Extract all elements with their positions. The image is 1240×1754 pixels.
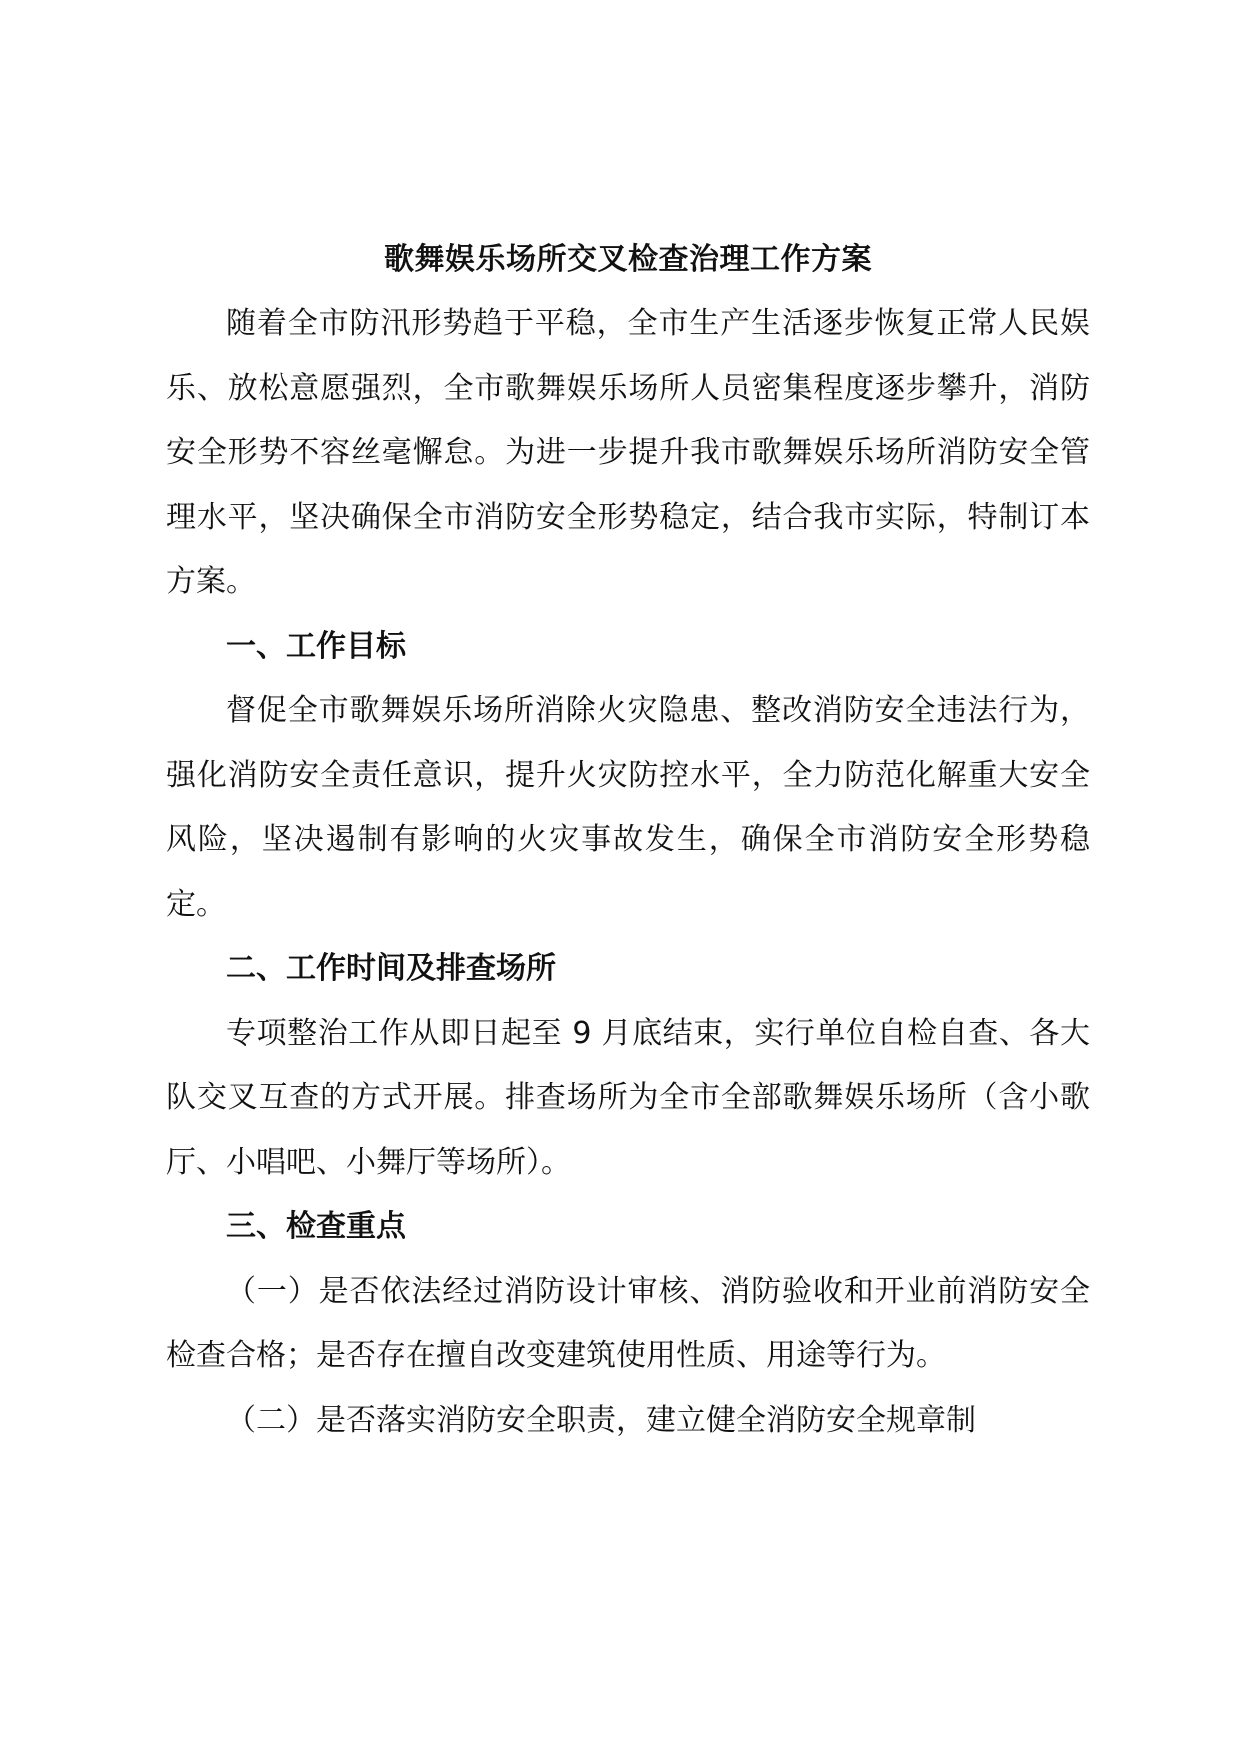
section-paragraph-focus-1: （一）是否依法经过消防设计审核、消防验收和开业前消防安全检查合格；是否存在擅自改变建筑使用性质、用途等行为。 [166, 1273, 1090, 1373]
section-paragraph-focus-2: （二）是否落实消防安全职责，建立健全消防安全规章制 [226, 1402, 976, 1438]
document-body [166, 238, 1090, 1453]
section-paragraph-goals: 督促全市歌舞娱乐场所消除火灾隐患、整改消防安全违法行为，强化消防安全责任意识，提升火灾防控水平，全力防范化解重大安全风险，坚决遏制有影响的火灾事故发生，确保全市消防安全形势稳定。 [166, 693, 1090, 922]
document-title: 歌舞娱乐场所交叉检查治理工作方案 [384, 242, 872, 277]
section-heading-schedule: 二、工作时间及排查场所 [226, 951, 556, 986]
section-heading-inspection-focus: 三、检查重点 [226, 1209, 406, 1244]
section-heading-goals: 一、工作目标 [226, 628, 406, 664]
intro-paragraph: 随着全市防汛形势趋于平稳，全市生产生活逐步恢复正常人民娱乐、放松意愿强烈，全市歌舞娱乐场所人员密集程度逐步攀升，消防安全形势不容丝毫懈怠。为进一步提升我市歌舞娱乐场所消防安全管理水平，坚决确保全市消防安全形势稳定，结合我市实际，特制订本方案。 [166, 306, 1090, 599]
section-paragraph-schedule: 专项整治工作从即日起至 9 月底结束，实行单位自检自查、各大队交叉互查的方式开展。排查场所为全市全部歌舞娱乐场所（含小歌厅、小唱吧、小舞厅等场所）。 [166, 1015, 1090, 1180]
